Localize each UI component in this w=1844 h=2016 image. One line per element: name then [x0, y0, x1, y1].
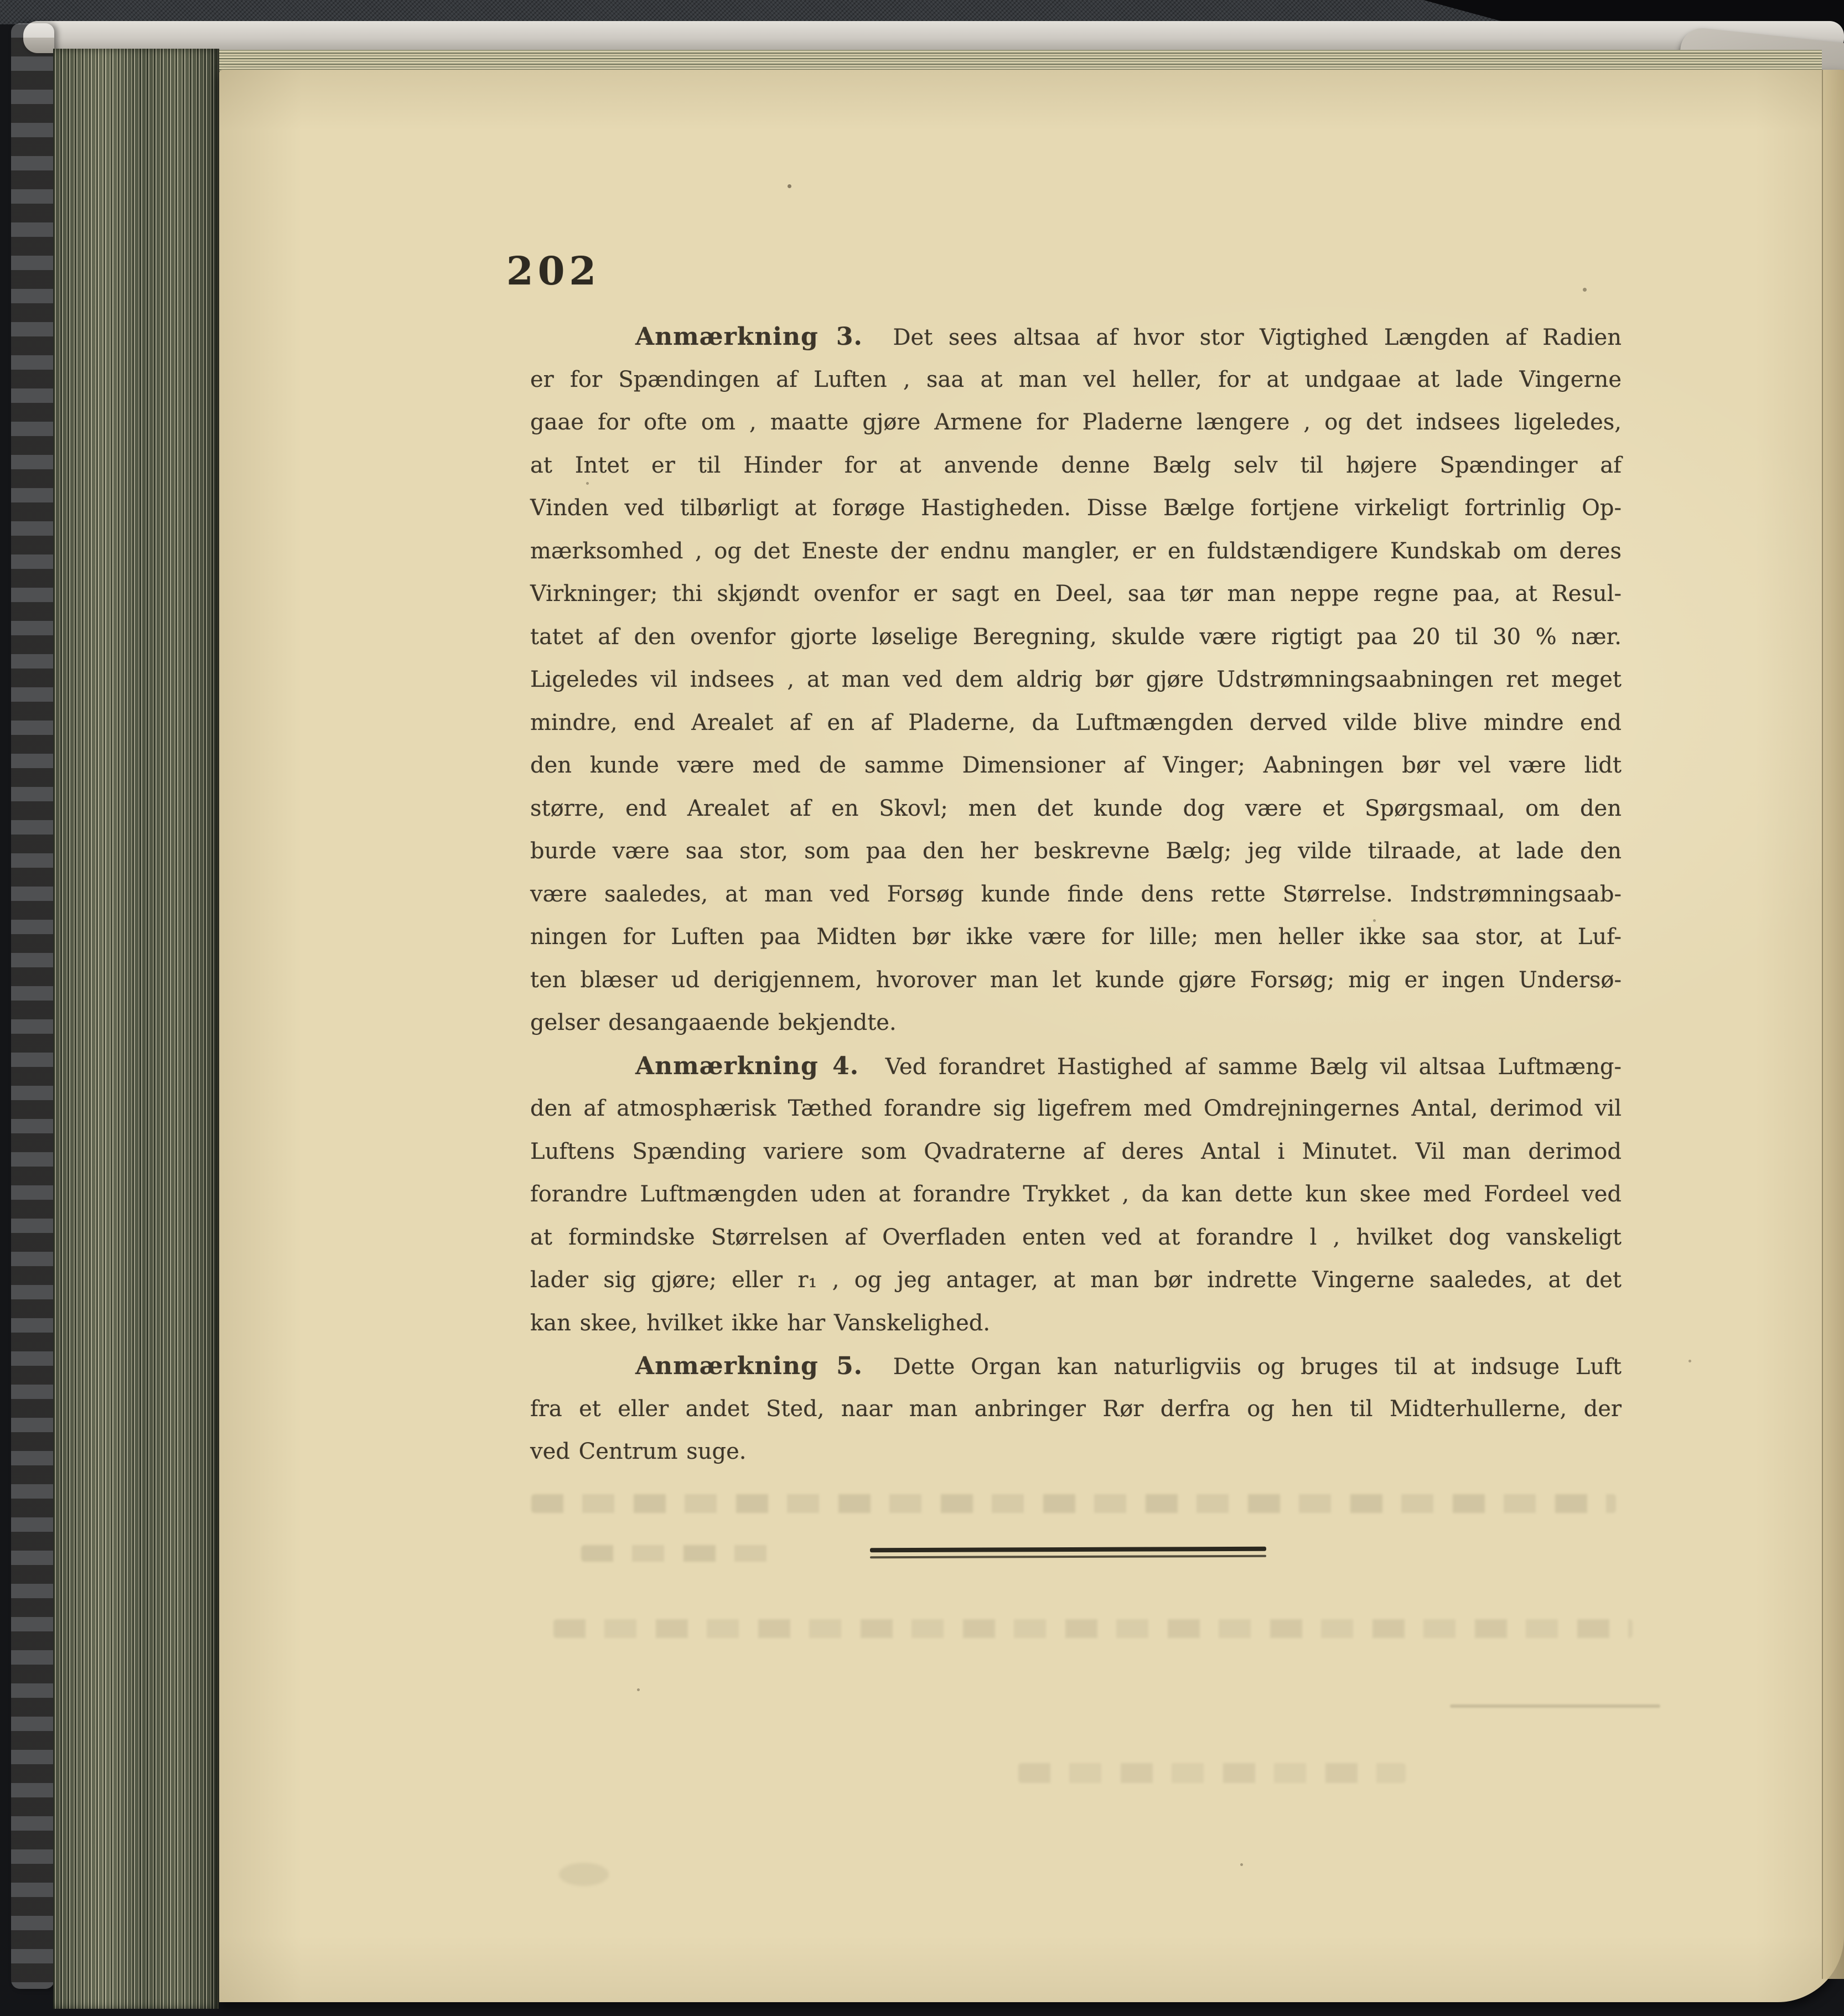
paragraph-heading: Anmærkning 4. [635, 1051, 859, 1080]
page-stack-top-edge [219, 50, 1822, 72]
text-line: forandre Luftmængden uden at forandre Trykket , da kan dette kun skee med Fordeel ved [530, 1181, 1622, 1207]
text-line: være saaledes, at man ved Forsøg kunde finde dens rette Størrelse. Indstrømningsaab- [530, 881, 1622, 907]
page-stack-fore-edge [53, 49, 219, 2009]
text-line: Luftens Spænding variere som Qvadraterne af deres Antal i Minutet. Vil man derimod [530, 1138, 1622, 1164]
text-line: Anmærkning 3. Det sees altsaa af hvor stor Vigtighed Længden af Radien [635, 323, 1622, 351]
text-line: Vinden ved tilbørligt at forøge Hastigheden. Disse Bælge fortjene virkeligt fortrinlig Op- [530, 495, 1622, 521]
text-line: Virkninger; thi skjøndt ovenfor er sagt en Deel, saa tør man neppe regne paa, at Resul- [530, 581, 1622, 607]
bleedthrough-text-ghost [553, 1619, 1633, 1638]
bleedthrough-text-ghost [531, 1494, 1616, 1513]
text-line: lader sig gjøre; eller r₁ , og jeg antager, at man bør indrette Vingerne saaledes, at det [530, 1267, 1622, 1293]
book-cover-top-edge [23, 21, 1844, 53]
text-line: ten blæser ud derigjennem, hvorover man let kunde gjøre Forsøg; mig er ingen Undersø- [530, 967, 1622, 993]
text-line: tatet af den ovenfor gjorte løselige Beregning, skulde være rigtigt paa 20 til 30 % nær. [530, 624, 1622, 650]
divider-rule-top [870, 1547, 1266, 1552]
text-line: gelser desangaaende bekjendte. [530, 1010, 897, 1035]
bleedthrough-text-ghost [581, 1545, 769, 1562]
bleedthrough-rule-ghost [1450, 1704, 1660, 1708]
book-cover-left-edge [11, 23, 54, 1989]
text-line: Ligeledes vil indsees , at man ved dem aldrig bør gjøre Udstrømningsaabningen ret meget [530, 667, 1622, 692]
text-line: at formindske Størrelsen af Overfladen enten ved at forandre l , hvilket dog vanskeligt [530, 1224, 1622, 1250]
text-line: mærksomhed , og det Eneste der endnu mangler, er en fuldstændigere Kundskab om deres [530, 538, 1622, 564]
section-divider-double-rule [870, 1547, 1266, 1558]
text-line: Anmærkning 5. Dette Organ kan naturligviis og bruges til at indsuge Luft [635, 1352, 1622, 1380]
paragraph-heading: Anmærkning 3. [635, 323, 863, 351]
text-line: fra et eller andet Sted, naar man anbringer Rør derfra og hen til Midterhullerne, der [530, 1396, 1622, 1422]
text-line: kan skee, hvilket ikke har Vanskelighed. [530, 1310, 991, 1336]
bleedthrough-mark-ghost [559, 1863, 609, 1886]
text-line: den kunde være med de samme Dimensioner af Vinger; Aabningen bør vel være lidt [530, 753, 1622, 778]
page-number: 202 [506, 248, 601, 294]
paper-specks [0, 0, 2, 2]
text-line: burde være saa stor, som paa den her beskrevne Bælg; jeg vilde tilraade, at lade den [530, 838, 1622, 864]
text-line: den af atmosphærisk Tæthed forandre sig ligefrem med Omdrejningernes Antal, derimod vil [530, 1096, 1622, 1121]
paragraph-heading: Anmærkning 5. [635, 1352, 863, 1380]
text-line: gaae for ofte om , maatte gjøre Armene for Pladerne længere , og det indsees ligeledes, [530, 410, 1622, 435]
text-line: mindre, end Arealet af en af Pladerne, da Luftmængden derved vilde blive mindre end [530, 709, 1622, 735]
text-line: er for Spændingen af Luften , saa at man vel heller, for at undgaae at lade Vingerne [530, 366, 1622, 392]
bleedthrough-text-ghost [1018, 1763, 1406, 1783]
text-line: ved Centrum suge. [530, 1439, 747, 1464]
text-line: at Intet er til Hinder for at anvende denne Bælg selv til højere Spændinger af [530, 452, 1622, 478]
page-right-fold [1822, 70, 1844, 1979]
text-block [530, 315, 1622, 1474]
text-line: større, end Arealet af en Skovl; men det kunde dog være et Spørgsmaal, om den [530, 795, 1622, 821]
text-line: Anmærkning 4. Ved forandret Hastighed af samme Bælg vil altsaa Luftmæng- [635, 1051, 1622, 1080]
text-line: ningen for Luften paa Midten bør ikke være for lille; men heller ikke saa stor, at Luf- [530, 924, 1622, 950]
